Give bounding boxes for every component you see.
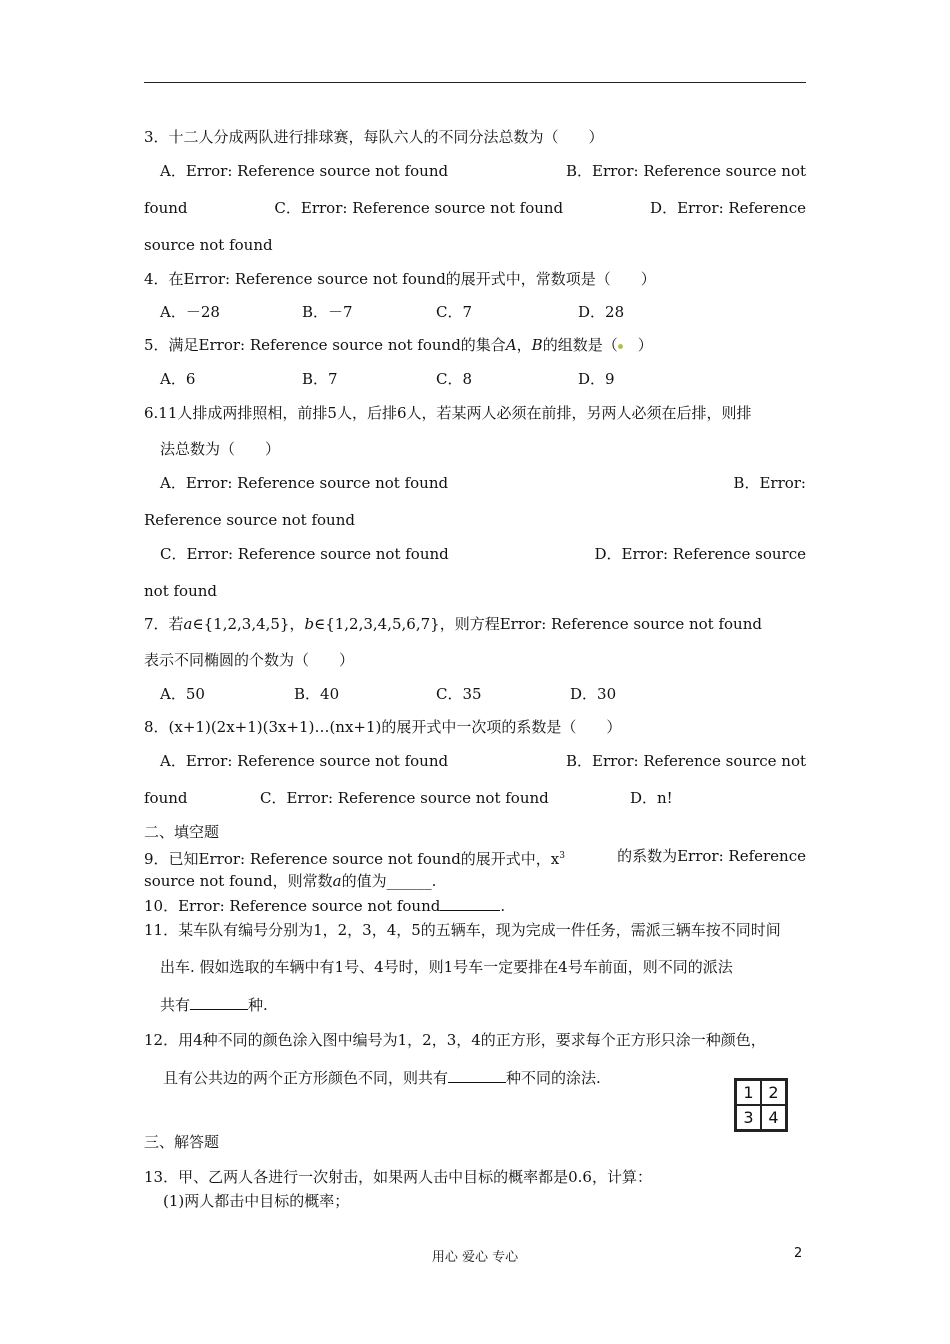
q4-option-a: A．－28 <box>160 303 220 321</box>
q9-exponent: 3 <box>559 851 566 861</box>
section-heading-fill-in: 二、填空题 <box>144 823 220 841</box>
q6-option-b-cont: Reference source not found <box>144 511 355 529</box>
q9-line2-post: 的值为______. <box>341 872 437 890</box>
q6-option-a: A．Error: Reference source not found <box>160 474 449 492</box>
q4-option-c: C．7 <box>436 303 473 321</box>
q9-var-a: a <box>332 872 342 890</box>
q11-line2: 出车. 假如选取的车辆中有1号、4号时，则1号车一定要排在4号车前面，则不同的派法 <box>160 958 733 976</box>
q3-option-a: A．Error: Reference source not found <box>160 162 449 180</box>
numbered-squares-figure <box>734 1078 788 1132</box>
q10-text: 10．Error: Reference source not found <box>144 897 441 915</box>
q8-stem: 8．(x+1)(2x+1)(3x+1)…(nx+1)的展开式中一次项的系数是（ ） <box>144 718 622 736</box>
square-4: 4 <box>761 1105 786 1130</box>
q11-line3 <box>160 995 806 1015</box>
q5-close: ） <box>622 336 653 354</box>
q5-set-a: A <box>505 336 517 354</box>
q3-stem: 3．十二人分成两队进行排球赛，每队六人的不同分法总数为（ ） <box>144 128 604 146</box>
q7-stem-line2: 表示不同椭圆的个数为（ ） <box>144 651 355 669</box>
header-rule <box>144 82 806 83</box>
q5-set-b: B <box>531 336 543 354</box>
q5-option-c: C．8 <box>436 370 473 388</box>
q5-sep: ， <box>516 336 532 354</box>
page-footer: 用心 爱心 专心 <box>431 1250 519 1265</box>
q10-tail: . <box>500 897 506 915</box>
page-number: 2 <box>794 1246 803 1261</box>
q9-line2-pre: source not found，则常数 <box>144 872 333 890</box>
q6-option-c: C．Error: Reference source not found <box>160 545 449 563</box>
q3-option-d-cont: source not found <box>144 236 273 254</box>
q11-line3-post: 种. <box>248 996 268 1014</box>
q13-line1: 13．甲、乙两人各进行一次射击，如果两人击中目标的概率都是0.6，计算： <box>144 1168 652 1186</box>
square-3: 3 <box>736 1105 761 1130</box>
q12-answer-blank <box>448 1068 506 1083</box>
q8-options-line1 <box>160 751 806 771</box>
q11-line3-pre: 共有 <box>160 996 191 1014</box>
q7-var-b: b <box>304 615 315 633</box>
q7-var-a: a <box>183 615 193 633</box>
q8-option-b-cont: found <box>144 789 188 807</box>
q11-answer-blank <box>190 995 248 1010</box>
q7-option-d: D．30 <box>570 685 617 703</box>
q5-option-d: D．9 <box>578 370 615 388</box>
q8-option-d: D．n! <box>630 789 673 807</box>
q9-stem-pre: 9．已知Error: Reference source not found的展开式中，x <box>144 850 560 868</box>
square-1: 1 <box>736 1080 761 1105</box>
q6-option-d-cont: not found <box>144 582 217 600</box>
q9-line1 <box>144 846 806 869</box>
q12-line2 <box>163 1068 806 1088</box>
q6-options-line1 <box>160 473 806 493</box>
q6-stem-line2: 法总数为（ ） <box>160 440 281 458</box>
q9-line2 <box>144 871 806 891</box>
square-2: 2 <box>761 1080 786 1105</box>
q7-set-b: ∈{1,2,3,4,5,6,7}，则方程Error: Reference source not found <box>314 615 762 633</box>
q10 <box>144 896 806 916</box>
q6-options-line3 <box>160 544 806 564</box>
q3-options-line2 <box>144 198 806 218</box>
q7-set-a: ∈{1,2,3,4,5}， <box>192 615 305 633</box>
q8-option-b: B．Error: Reference source not <box>565 752 806 770</box>
q12-line2-post: 种不同的涂法. <box>506 1069 601 1087</box>
q5-option-b: B．7 <box>302 370 338 388</box>
q9-line1-text <box>144 846 565 869</box>
q10-answer-blank <box>440 896 500 911</box>
q12-line2-pre: 且有公共边的两个正方形颜色不同，则共有 <box>163 1069 449 1087</box>
q6-option-d: D．Error: Reference source <box>594 545 806 563</box>
q3-options-line1 <box>160 161 806 181</box>
q3-option-b: B．Error: Reference source not <box>565 162 806 180</box>
q8-option-c: C．Error: Reference source not found <box>260 789 549 807</box>
q4-option-b: B．－7 <box>302 303 353 321</box>
q7-option-c: C．35 <box>436 685 482 703</box>
q13-line2: (1)两人都击中目标的概率； <box>163 1192 350 1210</box>
q3-option-c: C．Error: Reference source not found <box>274 199 564 217</box>
q5-stem <box>144 335 806 355</box>
q3-option-b-cont: found <box>144 199 188 217</box>
section-heading-solve: 三、解答题 <box>144 1133 220 1151</box>
q6-option-b: B．Error: <box>733 474 806 492</box>
q4-option-d: D．28 <box>578 303 625 321</box>
q3-option-d: D．Error: Reference <box>650 199 806 217</box>
q7-option-b: B．40 <box>294 685 340 703</box>
q8-option-a: A．Error: Reference source not found <box>160 752 449 770</box>
q7-stem-line1 <box>144 614 806 634</box>
q7-stem-pre: 7．若 <box>144 615 184 633</box>
q5-stem-pre: 5．满足Error: Reference source not found的集合 <box>144 336 506 354</box>
q5-option-a: A．6 <box>160 370 196 388</box>
q12-line1: 12．用4种不同的颜色涂入图中编号为1，2，3，4的正方形，要求每个正方形只涂一种颜色， <box>144 1031 766 1049</box>
q7-option-a: A．50 <box>160 685 205 703</box>
q6-stem-line1: 6.11人排成两排照相，前排5人，后排6人，若某两人必须在前排，另两人必须在后排，则排 <box>144 404 752 422</box>
q4-stem: 4．在Error: Reference source not found的展开式中，常数项是（ ） <box>144 270 656 288</box>
q9-line1-post: 的系数为Error: Reference <box>617 847 806 865</box>
q5-stem-post: 的组数是（ <box>542 336 618 354</box>
q11-line1: 11．某车队有编号分别为1，2，3，4，5的五辆车，现为完成一件任务，需派三辆车按不同时间 <box>144 921 781 939</box>
